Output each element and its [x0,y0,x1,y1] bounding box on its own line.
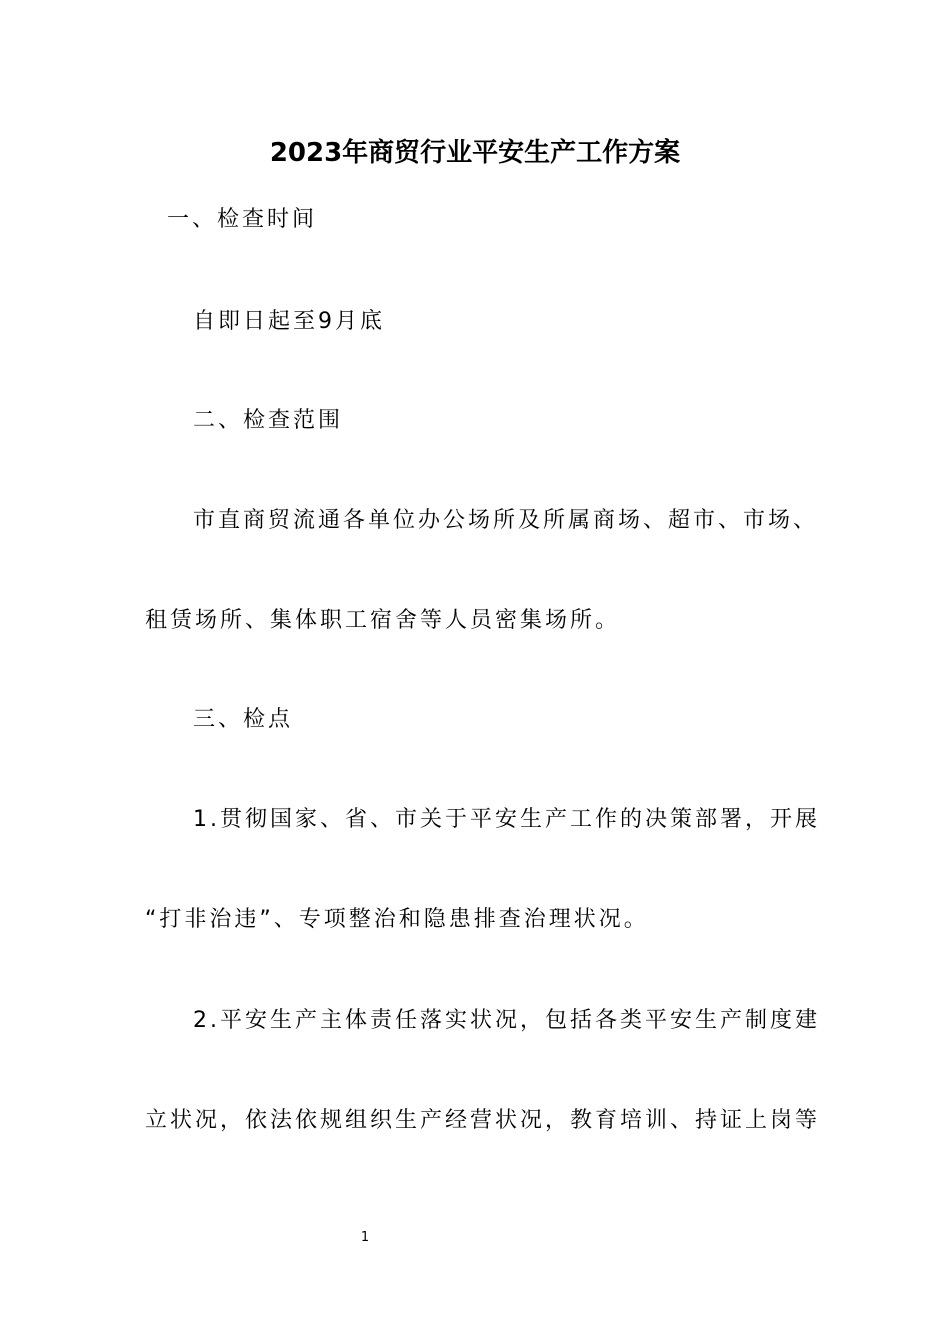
page-number: 1 [360,1230,370,1245]
document-title: 2023年商贸行业平安生产工作方案 [269,138,681,168]
paragraph-point-1-line-1: 1.贯彻国家、省、市关于平安生产工作的决策部署，开展 [193,807,820,832]
paragraph-scope-line-1: 市直商贸流通各单位办公场所及所属商场、超市、市场、 [193,508,819,533]
section-heading-scope: 二、检查范围 [193,408,344,433]
paragraph-point-2-line-1: 2.平安生产主体责任落实状况，包括各类平安生产制度建 [193,1008,820,1033]
paragraph-scope-line-2: 租赁场所、集体职工宿舍等人员密集场所。 [145,608,621,633]
paragraph-point-1-line-2: “打非治违”、专项整治和隐患排查治理状况。 [145,907,649,932]
paragraph-point-2-line-2: 立状况，依法依规组织生产经营状况，教育培训、持证上岗等 [145,1108,821,1133]
section-heading-points: 三、检点 [193,707,294,732]
section-heading-time: 一、检查时间 [167,207,318,232]
paragraph-time: 自即日起至9月底 [193,309,385,334]
